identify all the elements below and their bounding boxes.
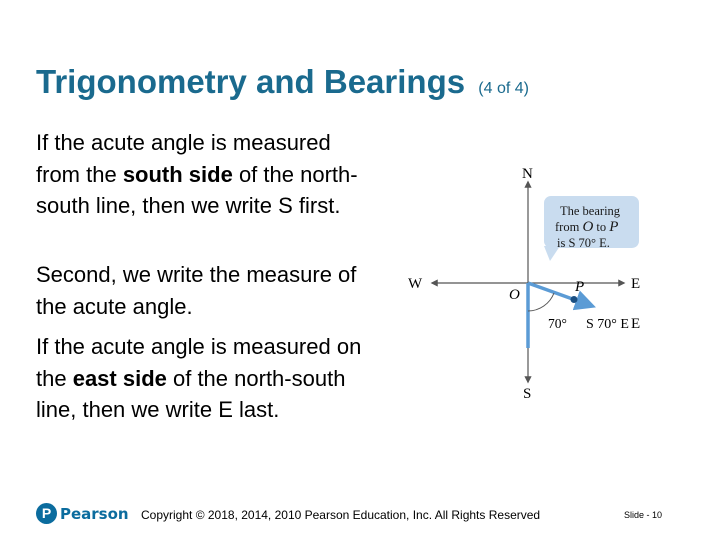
point-p-dot (571, 296, 578, 303)
paragraph-east-side (36, 331, 376, 426)
pearson-logo-text: Pearson (60, 504, 129, 523)
pearson-logo (36, 503, 129, 524)
paragraph-acute-angle: Second, we write the measure of the acute angle. (36, 262, 357, 319)
label-east: E (631, 276, 641, 292)
callout-o: O (582, 219, 594, 235)
callout-line3: is S 70° E. (557, 236, 610, 250)
label-bearing: S 70° E (586, 317, 629, 332)
callout-to: to (593, 220, 610, 234)
p1-text-start: If the acute angle is measured from the (36, 130, 331, 187)
label-angle: 70° (548, 316, 567, 331)
label-west: W (408, 276, 423, 292)
slide-number: Slide - 10 (624, 510, 663, 520)
label-east-bottom: E (631, 316, 641, 332)
p3-bold-east-side: east side (72, 365, 167, 391)
copyright-text: Copyright © 2018, 2014, 2010 Pearson Education, Inc. All Rights Reserved (141, 508, 541, 522)
title-subtitle: (4 of 4) (478, 80, 529, 97)
callout-p: P (609, 219, 619, 235)
label-north: N (522, 166, 533, 182)
title-text: Trigonometry and Bearings (36, 63, 466, 100)
pearson-logo-icon: P (36, 503, 57, 524)
callout-box (544, 196, 639, 261)
label-south: S (523, 386, 532, 402)
p3-text-end: of the north-south line, then we write E last. (36, 365, 346, 422)
callout-from: from (555, 220, 583, 234)
paragraph-south-side (36, 127, 376, 222)
callout-line1: The bearing (560, 204, 621, 218)
p1-bold-south-side: south side (122, 161, 233, 187)
angle-arc-70 (528, 293, 554, 311)
page-title (36, 62, 529, 109)
label-origin: O (509, 287, 520, 303)
p3-text-start: If the acute angle is measured on the (36, 334, 362, 391)
callout-line2 (555, 219, 618, 235)
label-point-p: P (575, 279, 585, 295)
bearing-diagram (398, 158, 658, 408)
p1-text-end: of the north-south line, then we write S first. (36, 161, 358, 218)
footer (0, 500, 720, 530)
